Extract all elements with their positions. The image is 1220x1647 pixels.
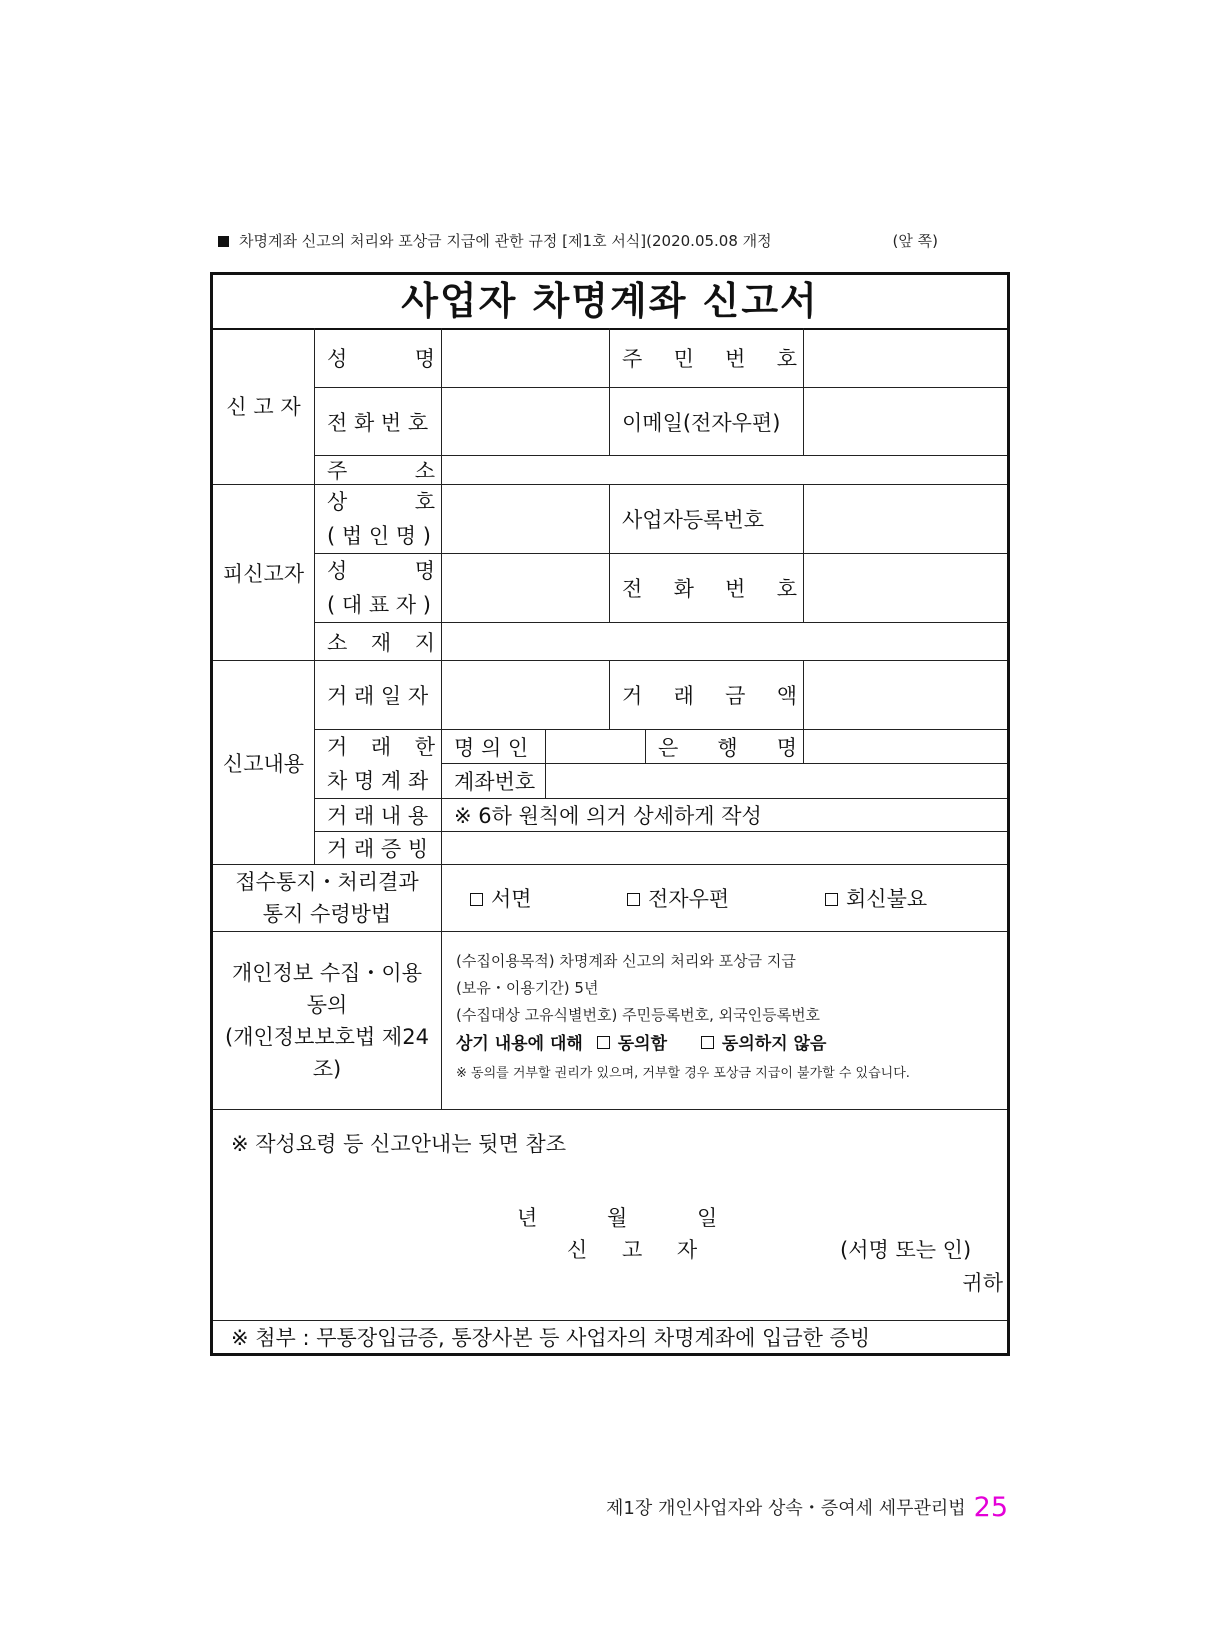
- reported-phone-input[interactable]: [804, 554, 1007, 623]
- reported-section-label: 피신고자: [213, 485, 315, 661]
- checkbox-icon[interactable]: [825, 893, 838, 906]
- account-no-input[interactable]: [546, 764, 1007, 799]
- privacy-period: (보유・이용기간) 5년: [456, 979, 599, 997]
- reported-location-label: 소 재 지: [315, 623, 442, 661]
- trade-evidence-label: 거 래 증 빙: [315, 832, 442, 865]
- reported-name-input[interactable]: [442, 554, 610, 623]
- option-email[interactable]: 전자우편: [627, 883, 729, 913]
- attachment-note: ※ 첨부 : 무통장입금증, 통장사본 등 사업자의 차명계좌에 입금한 증빙: [231, 1326, 871, 1350]
- reporter-phone-input[interactable]: [442, 388, 610, 456]
- reported-trade-name-label: 상 호 ( 법 인 명 ): [315, 485, 442, 554]
- chapter-title: 제1장 개인사업자와 상속・증여세 세무관리법: [606, 1498, 966, 1519]
- trade-amount-label: 거 래 금 액: [610, 661, 804, 730]
- privacy-purpose: (수집이용목적) 차명계좌 신고의 처리와 포상금 지급: [456, 952, 796, 970]
- report-form: [210, 272, 1010, 1356]
- reporter-resident-no-label: 주 민 번 호: [610, 328, 804, 388]
- signature-placeholder[interactable]: (서명 또는 인): [840, 1238, 972, 1262]
- regulation-text: 차명계좌 신고의 처리와 포상금 지급에 관한 규정 [제1호 서식](2020.05.08 개정: [239, 232, 772, 250]
- trade-evidence-input[interactable]: [442, 832, 1007, 865]
- holder-label: 명 의 인: [442, 730, 546, 764]
- square-bullet-icon: [218, 236, 229, 247]
- disagree-option[interactable]: 동의하지 않음: [701, 1034, 826, 1054]
- date-line: [517, 1202, 787, 1232]
- addressee: 귀하: [962, 1271, 1003, 1295]
- month-label: 월: [607, 1206, 628, 1230]
- receipt-method-label: 접수통지・처리결과 통지 수령방법: [213, 865, 442, 932]
- guide-note: ※ 작성요령 등 신고안내는 뒷면 참조: [231, 1132, 566, 1156]
- bank-label: 은 행 명: [646, 730, 804, 764]
- reported-biz-reg-no-label: 사업자등록번호: [610, 485, 804, 554]
- checkbox-icon[interactable]: [701, 1036, 714, 1049]
- form-title: 사업자 차명계좌 신고서: [213, 275, 1007, 330]
- receipt-method-options: [442, 865, 1007, 932]
- reporter-sign-label: 신 고 자: [567, 1238, 712, 1262]
- reported-phone-label: 전 화 번 호: [610, 554, 804, 623]
- day-label: 일: [697, 1206, 718, 1230]
- trade-date-input[interactable]: [442, 661, 610, 730]
- trade-detail-input[interactable]: ※ 6하 원칙에 의거 상세하게 작성: [442, 799, 1007, 832]
- reported-trade-name-input[interactable]: [442, 485, 610, 554]
- regulation-header: [218, 230, 938, 251]
- privacy-target: (수집대상 고유식별번호) 주민등록번호, 외국인등록번호: [456, 1006, 821, 1024]
- reporter-name-label: 성 명: [315, 328, 442, 388]
- year-label: 년: [517, 1206, 538, 1230]
- bank-input[interactable]: [804, 730, 1007, 764]
- page-number: 25: [973, 1492, 1008, 1523]
- checkbox-icon[interactable]: [627, 893, 640, 906]
- reported-name-label: 성 명 ( 대 표 자 ): [315, 554, 442, 623]
- refusal-note: ※ 동의를 거부할 권리가 있으며, 거부할 경우 포상금 지급이 불가할 수 있습니다.: [456, 1066, 910, 1081]
- page-footer: [606, 1492, 1008, 1523]
- agree-option[interactable]: 동의함: [597, 1034, 667, 1054]
- reporter-address-label: 주 소: [315, 456, 442, 485]
- account-no-label: 계좌번호: [442, 764, 546, 799]
- holder-input[interactable]: [546, 730, 646, 764]
- reporter-section-label: 신 고 자: [213, 328, 315, 485]
- checkbox-icon[interactable]: [597, 1036, 610, 1049]
- reported-biz-reg-no-input[interactable]: [804, 485, 1007, 554]
- report-section-label: 신고내용: [213, 661, 315, 865]
- trade-amount-input[interactable]: [804, 661, 1007, 730]
- reporter-phone-label: 전 화 번 호: [315, 388, 442, 456]
- reporter-email-input[interactable]: [804, 388, 1007, 456]
- privacy-consent-choice: 상기 내용에 대해 동의함 동의하지 않음: [456, 1034, 827, 1054]
- reported-location-input[interactable]: [442, 623, 1007, 661]
- page-side: (앞 쪽): [892, 232, 938, 250]
- reporter-email-label: 이메일(전자우편): [610, 388, 804, 456]
- option-paper[interactable]: 서면: [470, 883, 532, 913]
- reporter-name-input[interactable]: [442, 328, 610, 388]
- trade-detail-label: 거 래 내 용: [315, 799, 442, 832]
- reporter-address-input[interactable]: [442, 456, 1007, 485]
- privacy-details: [442, 932, 1006, 1108]
- signature-section: [213, 1110, 1007, 1321]
- option-no-reply[interactable]: 회신불요: [825, 883, 927, 913]
- trade-date-label: 거 래 일 자: [315, 661, 442, 730]
- privacy-consent-label: 개인정보 수집・이용 동의 (개인정보보호법 제24조): [213, 932, 442, 1110]
- checkbox-icon[interactable]: [470, 893, 483, 906]
- borrowed-account-label: 거 래 한 차 명 계 좌: [315, 730, 442, 799]
- reporter-resident-no-input[interactable]: [804, 328, 1007, 388]
